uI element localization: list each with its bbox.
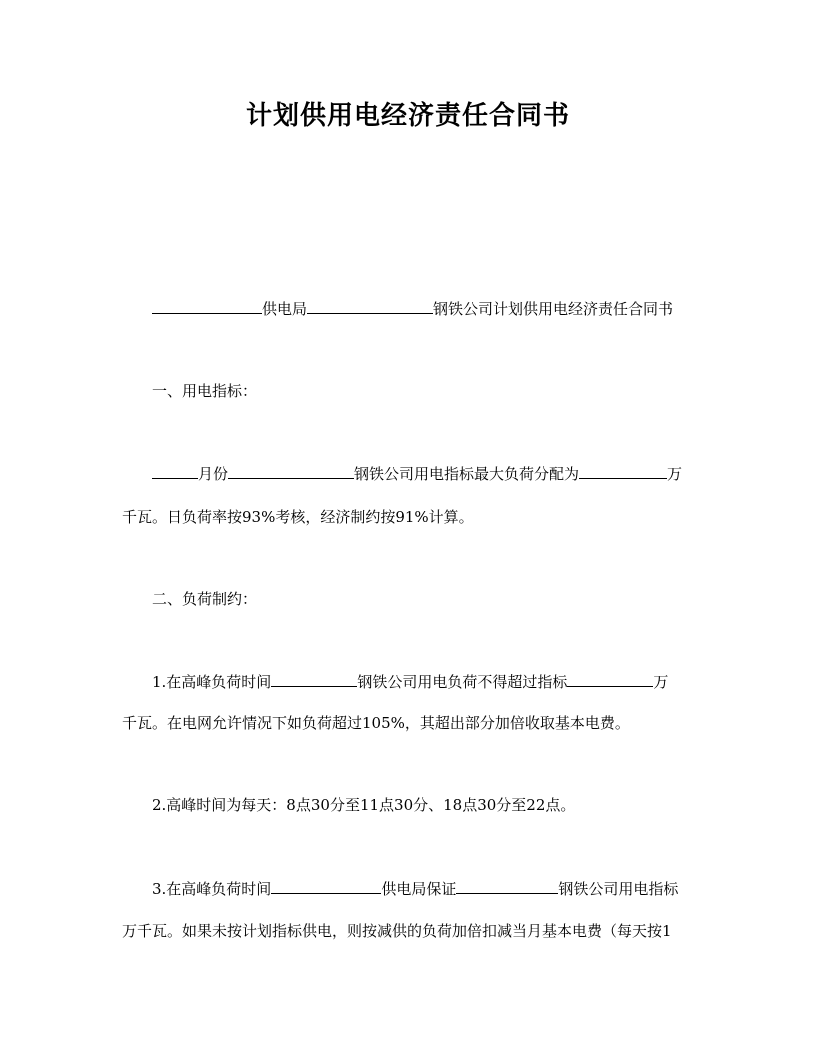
section2-heading: 二、负荷制约： <box>152 590 258 608</box>
heading-text-1: 供电局 <box>262 300 308 318</box>
section1-text-1: 月份 <box>198 465 229 483</box>
item3-text-3: 钢铁公司用电指标 <box>558 880 679 898</box>
section2-item2: 2.高峰时间为每天：8点30分至11点30分、18点30分至22点。 <box>152 796 576 814</box>
section1-text-3: 万 <box>667 465 683 483</box>
section1-line1 <box>152 462 682 485</box>
item1-text-3: 万 <box>653 673 669 691</box>
item1-text-1: 1.在高峰负荷时间 <box>152 673 272 691</box>
section1-heading: 一、用电指标： <box>152 382 258 400</box>
item1-text-2: 钢铁公司用电负荷不得超过指标 <box>357 673 568 691</box>
section1-line2: 千瓦。日负荷率按93%考核，经济制约按91%计算。 <box>122 508 474 526</box>
section2-item3-line1 <box>152 877 678 900</box>
blank-month[interactable] <box>152 462 198 479</box>
blank-company-name[interactable] <box>228 462 354 479</box>
section2-item1-line1 <box>152 670 668 693</box>
item3-text-2: 供电局保证 <box>381 880 457 898</box>
document-title: 计划供用电经济责任合同书 <box>245 101 570 131</box>
section2-item1-line2: 千瓦。在电网允许情况下如负荷超过105%，其超出部分加倍收取基本电费。 <box>122 714 630 732</box>
blank-supply-bureau-2[interactable] <box>271 877 381 894</box>
section1-text-2: 钢铁公司用电指标最大负荷分配为 <box>354 465 580 483</box>
blank-company-name-2[interactable] <box>271 670 357 687</box>
section2-item3-line2: 万千瓦。如果未按计划指标供电，则按减供的负荷加倍扣减当月基本电费（每天按1 <box>122 922 672 940</box>
blank-supply-bureau[interactable] <box>152 297 262 314</box>
blank-company-name-3[interactable] <box>456 877 558 894</box>
contract-heading-line <box>152 297 673 320</box>
blank-steel-company[interactable] <box>307 297 433 314</box>
blank-max-load[interactable] <box>579 462 667 479</box>
blank-load-limit[interactable] <box>567 670 653 687</box>
heading-text-2: 钢铁公司计划供用电经济责任合同书 <box>433 300 674 318</box>
item3-text-1: 3.在高峰负荷时间 <box>152 880 272 898</box>
